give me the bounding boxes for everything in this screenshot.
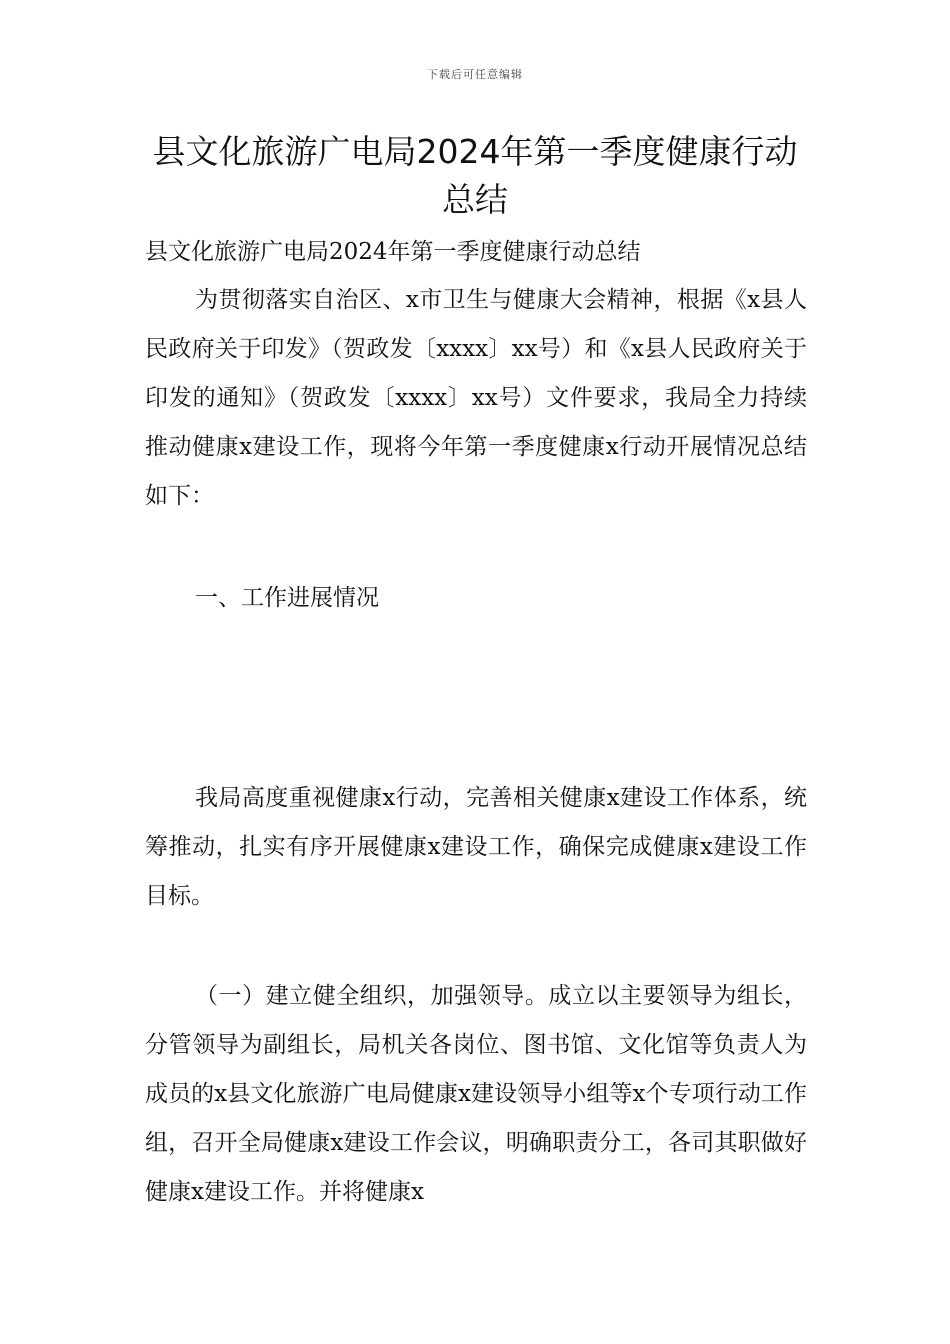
- paragraph-overview: 我局高度重视健康x行动，完善相关健康x建设工作体系，统筹推动，扎实有序开展健康x建设工作，确保完成健康x建设工作目标。: [145, 785, 807, 909]
- section-heading-progress: 一、工作进展情况: [195, 585, 379, 611]
- document-title: 县文化旅游广电局2024年第一季度健康行动总结: [152, 132, 798, 219]
- header-note: 下载后可任意编辑: [427, 68, 523, 81]
- paragraph-organization: （一）建立健全组织，加强领导。成立以主要领导为组长，分管领导为副组长，局机关各岗位、图书馆、文化馆等负责人为成员的x县文化旅游广电局健康x建设领导小组等x个专项行动工作组，召开全局健康x建设工作会议，明确职责分工，各司其职做好健康x建设工作。并将健康x: [145, 983, 807, 1205]
- document-subtitle: 县文化旅游广电局2024年第一季度健康行动总结: [145, 239, 641, 265]
- paragraph-intro: 为贯彻落实自治区、x市卫生与健康大会精神，根据《x县人民政府关于印发》（贺政发〔xxxx〕xx号）和《x县人民政府关于印发的通知》（贺政发〔xxxx〕xx号）文件要求，我局全力持续推动健康x建设工作，现将今年第一季度健康x行动开展情况总结如下：: [145, 287, 807, 509]
